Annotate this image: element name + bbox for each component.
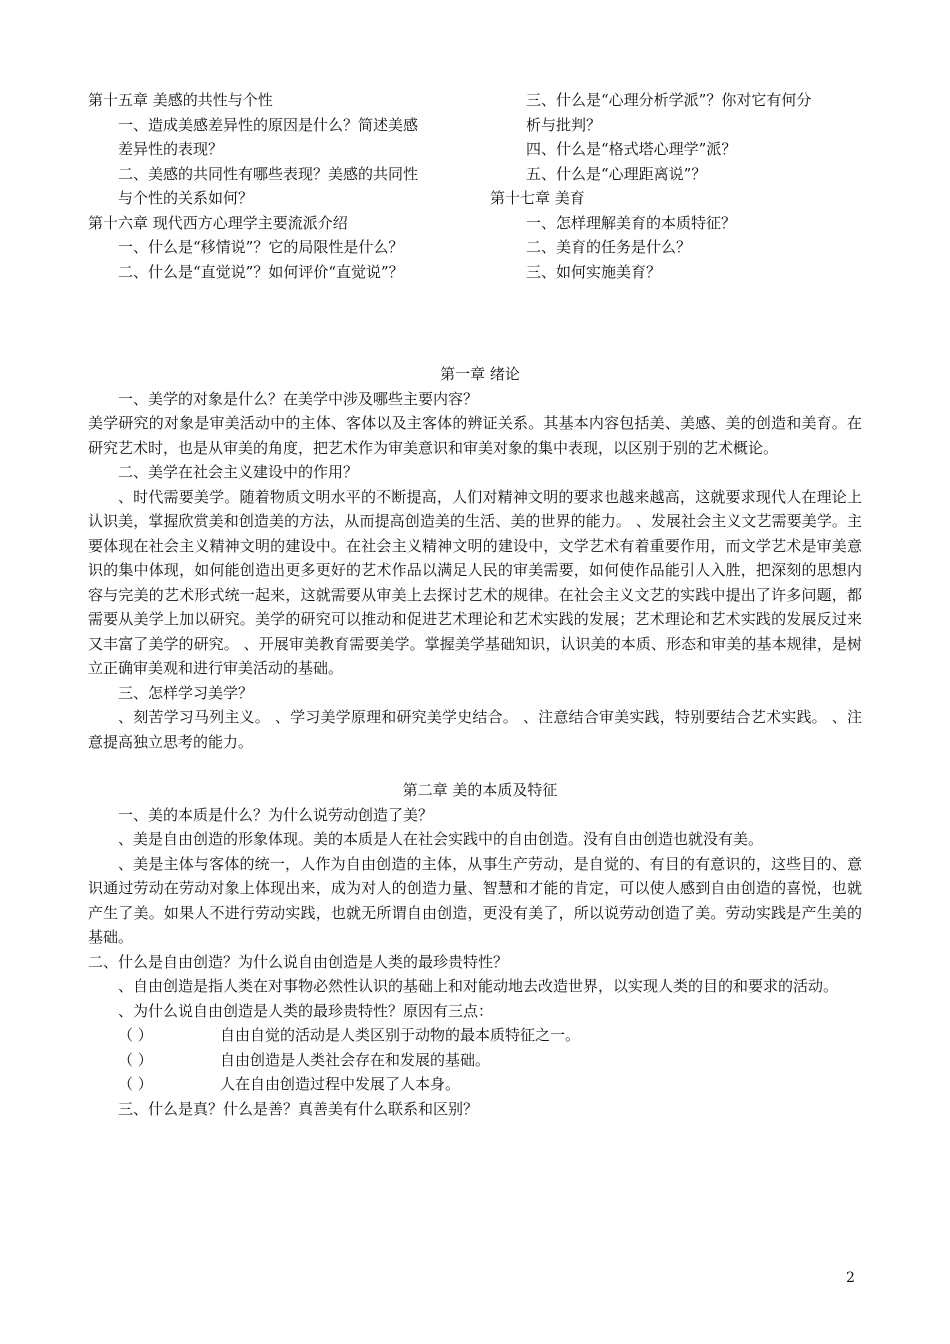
question-heading: 一、美的本质是什么？为什么说劳动创造了美？ [118, 805, 434, 824]
paragraph: 、美是主体与客体的统一，人作为自由创造的主体，从事生产劳动，是自觉的、有目的有意识的，这些目的、意识通过劳动在劳动对象上体现出来，成为对人的创造力量、智慧和才能的肯定，可以使人感到自由创造的喜悦，也就产生了美。如果人不进行劳动实践，也就无所谓自由创造，更没有美了，所以说劳动创造了美。劳动实践是产生美的基础。 [88, 854, 862, 946]
list-item-text: 自由自觉的活动是人类区别于动物的最本质特征之一。 [220, 1026, 581, 1044]
toc-question: 三、什么是“心理分析学派”？你对它有何分 [526, 91, 812, 109]
paragraph: 、时代需要美学。随着物质文明水平的不断提高，人们对精神文明的要求也越来越高，这就要求现代人在理论上认识美，掌握欣赏美和创造美的方法，从而提高创造美的生活、美的世界的能力。 、发展社会主义文艺需要美学。主要体现在社会主义精神文明的建设中。在社会主义精神文明的建设中，文学艺术有着重要作用，而文学艺术是审美意识的集中体现，如何能创造出更多更好的艺术作品以满足人民的审美需要，如何使作品能引人入胜，把深刻的思想内容与完美的艺术形式统一起来，这就需要从审美上去探讨艺术的规律。在社会主义文艺的实践中提出了许多问题，都需要从美学上加以研究。美学的研究可以推动和促进艺术理论和艺术实践的发展；艺术理论和艺术实践的发展反过来又丰富了美学的研究。 、开展审美教育需要美学。掌握美学基础知识，认识美的本质、形态和审美的基本规律，是树立正确审美观和进行审美活动的基础。 [88, 487, 862, 677]
toc-chapter: 第十六章 现代西方心理学主要流派介绍 [88, 213, 348, 232]
paragraph: 、刻苦学习马列主义。 、学习美学原理和研究美学史结合。 、注意结合审美实践，特别要结合艺术实践。 、注意提高独立思考的能力。 [88, 708, 862, 751]
list-item-text: 人在自由创造过程中发展了人本身。 [220, 1075, 461, 1093]
toc-chapter: 第十七章 美育 [490, 189, 585, 207]
question-heading: 三、什么是真？什么是善？真善美有什么联系和区别？ [118, 1099, 479, 1118]
toc-question: 三、如何实施美育？ [526, 262, 662, 281]
toc-question: 二、美育的任务是什么？ [526, 238, 692, 256]
page-number: 2 [846, 1270, 855, 1286]
question-heading: 一、美学的对象是什么？在美学中涉及哪些主要内容？ [118, 389, 479, 408]
document-body [88, 362, 862, 1121]
toc-question: 差异性的表现？ [118, 140, 224, 158]
paragraph: 、为什么说自由创造是人类的最珍贵特性？原因有三点： [118, 1001, 494, 1020]
toc-left-column [88, 88, 468, 284]
question-heading: 二、什么是自由创造？为什么说自由创造是人类的最珍贵特性？ [88, 952, 509, 971]
paragraph: 美学研究的对象是审美活动中的主体、客体以及主客体的辨证关系。其基本内容包括美、美感、美的创造和美育。在研究艺术时，也是从审美的角度，把艺术作为审美意识和审美对象的集中表现，以区别于别的艺术概论。 [88, 414, 862, 457]
list-item [88, 1072, 862, 1097]
toc-chapter: 第十五章 美感的共性与个性 [88, 91, 273, 109]
toc-question: 二、什么是“直觉说”？如何评价“直觉说”？ [118, 262, 404, 281]
question-heading: 二、美学在社会主义建设中的作用？ [118, 463, 359, 481]
toc-question: 四、什么是“格式塔心理学”派？ [526, 140, 737, 158]
list-item-text: 自由创造是人类社会存在和发展的基础。 [220, 1050, 491, 1069]
toc-question: 一、什么是“移情说”？它的局限性是什么？ [118, 238, 404, 256]
toc-right-column [490, 88, 875, 284]
list-marker: （ ） [118, 1026, 153, 1044]
toc-question: 一、造成美感差异性的原因是什么？简述美感 [118, 115, 419, 134]
chapter-1-title: 第一章 绪论 [440, 365, 520, 383]
toc-question: 一、怎样理解美育的本质特征？ [526, 213, 737, 232]
paragraph: 、自由创造是指人类在对事物必然性认识的基础上和对能动地去改造世界，以实现人类的目的和要求的活动。 [118, 977, 839, 995]
list-marker: （ ） [118, 1050, 153, 1069]
list-marker: （ ） [118, 1075, 153, 1093]
toc-question: 二、美感的共同性有哪些表现？美感的共同性 [118, 164, 419, 183]
paragraph: 、美是自由创造的形象体现。美的本质是人在社会实践中的自由创造。没有自由创造也就没有美。 [118, 830, 764, 848]
list-item [88, 1023, 862, 1048]
question-heading: 三、怎样学习美学？ [118, 683, 254, 702]
toc-question: 与个性的关系如何？ [118, 189, 254, 207]
list-item [88, 1048, 862, 1073]
chapter-2-title: 第二章 美的本质及特征 [402, 781, 558, 799]
toc-question: 五、什么是“心理距离说”？ [526, 164, 707, 183]
toc-question: 析与批判？ [526, 115, 602, 134]
